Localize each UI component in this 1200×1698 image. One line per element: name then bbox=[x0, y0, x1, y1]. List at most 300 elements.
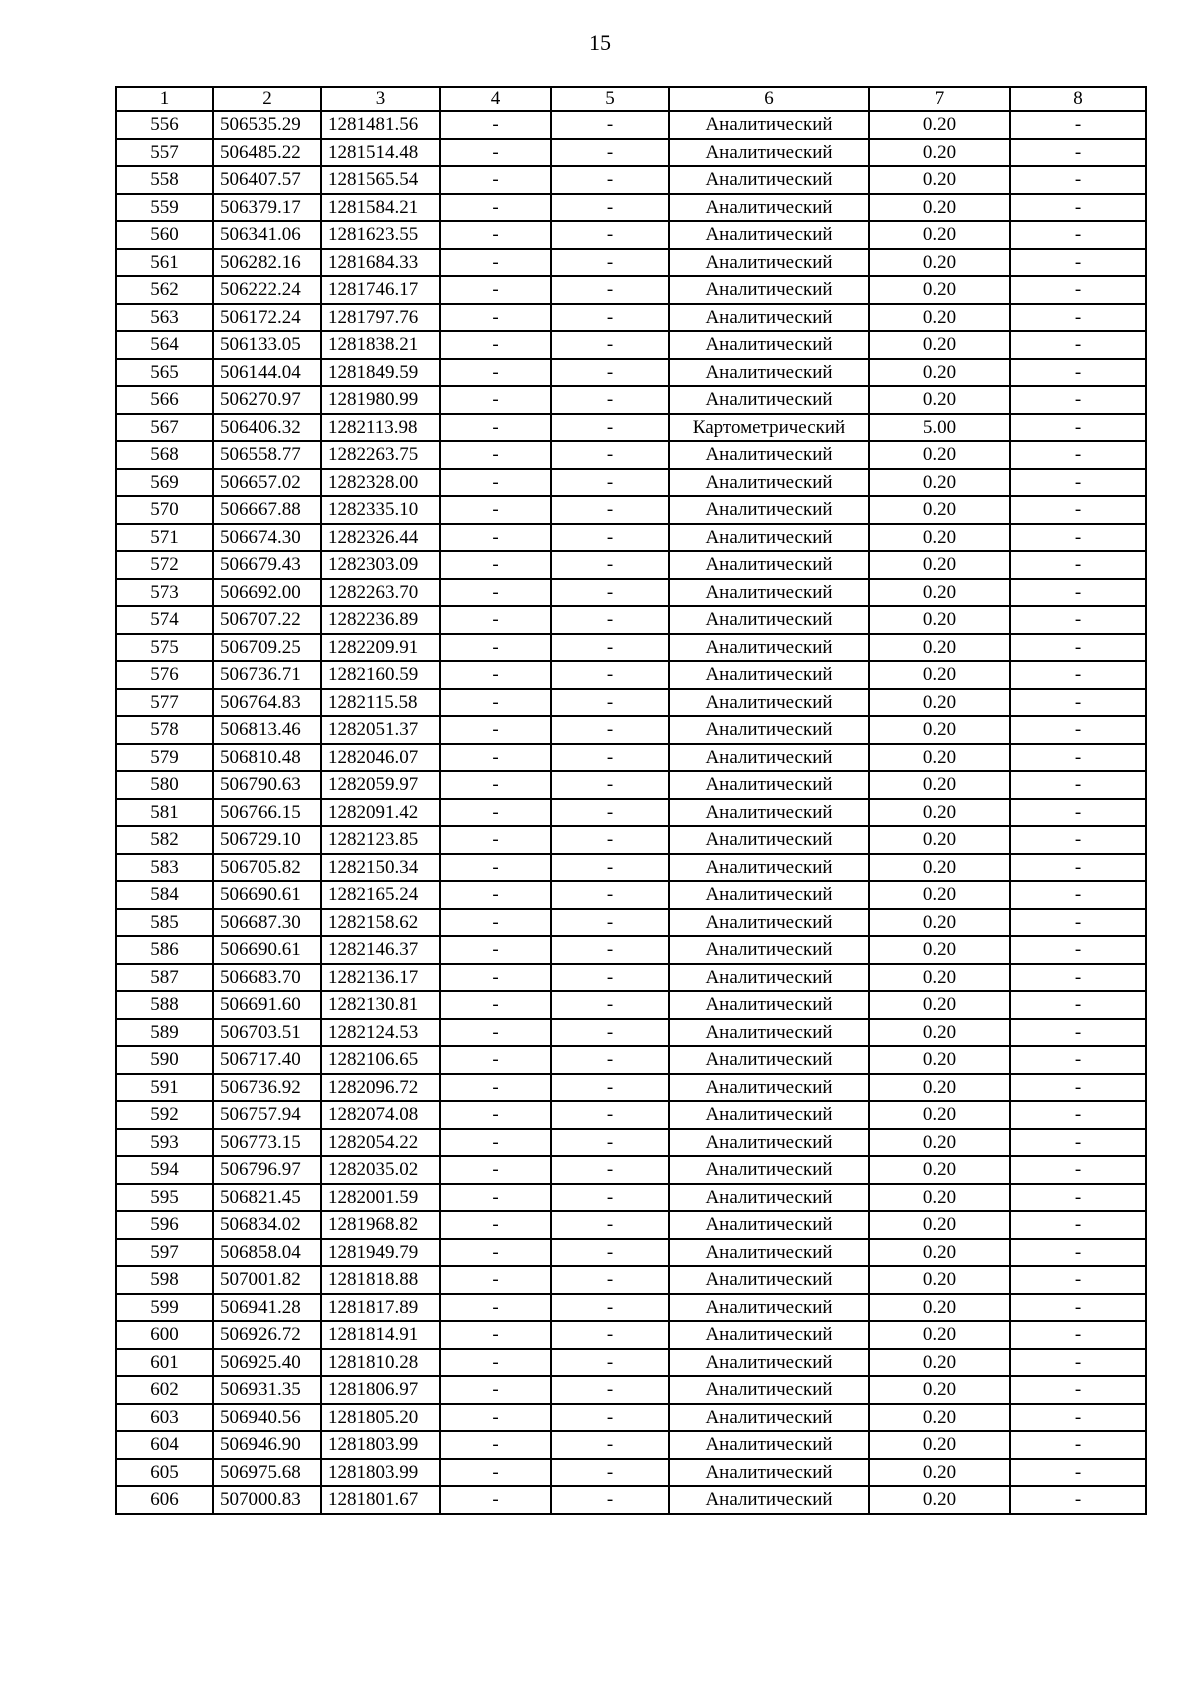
method-cell: Аналитический bbox=[669, 716, 869, 744]
y-coordinate-cell: 1281803.99 bbox=[321, 1459, 440, 1487]
x-coordinate-cell: 506707.22 bbox=[213, 606, 321, 634]
y-coordinate-cell: 1282136.17 bbox=[321, 964, 440, 992]
col8-cell: - bbox=[1010, 496, 1146, 524]
col4-cell: - bbox=[440, 166, 551, 194]
accuracy-cell: 0.20 bbox=[869, 634, 1010, 662]
method-cell: Аналитический bbox=[669, 881, 869, 909]
x-coordinate-cell: 506790.63 bbox=[213, 771, 321, 799]
col8-cell: - bbox=[1010, 909, 1146, 937]
col4-cell: - bbox=[440, 331, 551, 359]
col8-cell: - bbox=[1010, 854, 1146, 882]
accuracy-cell: 0.20 bbox=[869, 496, 1010, 524]
col8-cell: - bbox=[1010, 1376, 1146, 1404]
col4-cell: - bbox=[440, 579, 551, 607]
col4-cell: - bbox=[440, 1211, 551, 1239]
col5-cell: - bbox=[551, 689, 669, 717]
accuracy-cell: 0.20 bbox=[869, 1431, 1010, 1459]
col8-cell: - bbox=[1010, 304, 1146, 332]
col4-cell: - bbox=[440, 249, 551, 277]
accuracy-cell: 0.20 bbox=[869, 359, 1010, 387]
col8-cell: - bbox=[1010, 111, 1146, 139]
y-coordinate-cell: 1282209.91 bbox=[321, 634, 440, 662]
table-header bbox=[116, 87, 1146, 111]
point-number-cell: 570 bbox=[116, 496, 213, 524]
method-cell: Картометрический bbox=[669, 414, 869, 442]
col5-cell: - bbox=[551, 1404, 669, 1432]
col5-cell: - bbox=[551, 1184, 669, 1212]
accuracy-cell: 0.20 bbox=[869, 139, 1010, 167]
table-row bbox=[116, 579, 1146, 607]
method-cell: Аналитический bbox=[669, 496, 869, 524]
x-coordinate-cell: 506773.15 bbox=[213, 1129, 321, 1157]
y-coordinate-cell: 1282091.42 bbox=[321, 799, 440, 827]
x-coordinate-cell: 506222.24 bbox=[213, 276, 321, 304]
point-number-cell: 595 bbox=[116, 1184, 213, 1212]
col8-cell: - bbox=[1010, 1129, 1146, 1157]
accuracy-cell: 0.20 bbox=[869, 964, 1010, 992]
point-number-cell: 596 bbox=[116, 1211, 213, 1239]
col5-cell: - bbox=[551, 1046, 669, 1074]
y-coordinate-cell: 1282263.75 bbox=[321, 441, 440, 469]
col5-cell: - bbox=[551, 991, 669, 1019]
x-coordinate-cell: 506690.61 bbox=[213, 881, 321, 909]
col5-cell: - bbox=[551, 166, 669, 194]
col4-cell: - bbox=[440, 1156, 551, 1184]
method-cell: Аналитический bbox=[669, 1431, 869, 1459]
col5-cell: - bbox=[551, 964, 669, 992]
table-row bbox=[116, 799, 1146, 827]
table-row bbox=[116, 881, 1146, 909]
y-coordinate-cell: 1281797.76 bbox=[321, 304, 440, 332]
col8-cell: - bbox=[1010, 1184, 1146, 1212]
y-coordinate-cell: 1282328.00 bbox=[321, 469, 440, 497]
x-coordinate-cell: 506810.48 bbox=[213, 744, 321, 772]
y-coordinate-cell: 1282158.62 bbox=[321, 909, 440, 937]
col8-cell: - bbox=[1010, 386, 1146, 414]
col5-cell: - bbox=[551, 909, 669, 937]
method-cell: Аналитический bbox=[669, 1404, 869, 1432]
table-row bbox=[116, 276, 1146, 304]
point-number-cell: 588 bbox=[116, 991, 213, 1019]
point-number-cell: 592 bbox=[116, 1101, 213, 1129]
x-coordinate-cell: 506687.30 bbox=[213, 909, 321, 937]
x-coordinate-cell: 506766.15 bbox=[213, 799, 321, 827]
accuracy-cell: 0.20 bbox=[869, 331, 1010, 359]
accuracy-cell: 0.20 bbox=[869, 194, 1010, 222]
col8-cell: - bbox=[1010, 1019, 1146, 1047]
table-row bbox=[116, 441, 1146, 469]
method-cell: Аналитический bbox=[669, 1019, 869, 1047]
accuracy-cell: 0.20 bbox=[869, 661, 1010, 689]
col5-cell: - bbox=[551, 414, 669, 442]
col5-cell: - bbox=[551, 1486, 669, 1514]
method-cell: Аналитический bbox=[669, 1294, 869, 1322]
col5-cell: - bbox=[551, 1239, 669, 1267]
accuracy-cell: 0.20 bbox=[869, 1211, 1010, 1239]
x-coordinate-cell: 506282.16 bbox=[213, 249, 321, 277]
col4-cell: - bbox=[440, 964, 551, 992]
col5-cell: - bbox=[551, 716, 669, 744]
col4-cell: - bbox=[440, 1184, 551, 1212]
col8-cell: - bbox=[1010, 1349, 1146, 1377]
table-row bbox=[116, 991, 1146, 1019]
col5-cell: - bbox=[551, 881, 669, 909]
accuracy-cell: 0.20 bbox=[869, 166, 1010, 194]
col8-cell: - bbox=[1010, 1211, 1146, 1239]
method-cell: Аналитический bbox=[669, 634, 869, 662]
col4-cell: - bbox=[440, 551, 551, 579]
y-coordinate-cell: 1281565.54 bbox=[321, 166, 440, 194]
x-coordinate-cell: 506736.92 bbox=[213, 1074, 321, 1102]
x-coordinate-cell: 506692.00 bbox=[213, 579, 321, 607]
x-coordinate-cell: 506709.25 bbox=[213, 634, 321, 662]
x-coordinate-cell: 506341.06 bbox=[213, 221, 321, 249]
accuracy-cell: 0.20 bbox=[869, 1239, 1010, 1267]
x-coordinate-cell: 506946.90 bbox=[213, 1431, 321, 1459]
col4-cell: - bbox=[440, 1321, 551, 1349]
table-row bbox=[116, 606, 1146, 634]
col5-cell: - bbox=[551, 304, 669, 332]
col4-cell: - bbox=[440, 634, 551, 662]
col5-cell: - bbox=[551, 936, 669, 964]
col8-cell: - bbox=[1010, 799, 1146, 827]
y-coordinate-cell: 1281514.48 bbox=[321, 139, 440, 167]
method-cell: Аналитический bbox=[669, 606, 869, 634]
header-row bbox=[116, 87, 1146, 111]
y-coordinate-cell: 1282146.37 bbox=[321, 936, 440, 964]
x-coordinate-cell: 506813.46 bbox=[213, 716, 321, 744]
accuracy-cell: 0.20 bbox=[869, 1266, 1010, 1294]
accuracy-cell: 0.20 bbox=[869, 744, 1010, 772]
table-row bbox=[116, 1046, 1146, 1074]
x-coordinate-cell: 506683.70 bbox=[213, 964, 321, 992]
y-coordinate-cell: 1282123.85 bbox=[321, 826, 440, 854]
accuracy-cell: 0.20 bbox=[869, 826, 1010, 854]
x-coordinate-cell: 506407.57 bbox=[213, 166, 321, 194]
point-number-cell: 564 bbox=[116, 331, 213, 359]
point-number-cell: 573 bbox=[116, 579, 213, 607]
table-row bbox=[116, 964, 1146, 992]
col5-cell: - bbox=[551, 1376, 669, 1404]
accuracy-cell: 0.20 bbox=[869, 936, 1010, 964]
method-cell: Аналитический bbox=[669, 1486, 869, 1514]
col5-cell: - bbox=[551, 139, 669, 167]
x-coordinate-cell: 506679.43 bbox=[213, 551, 321, 579]
table-row bbox=[116, 1266, 1146, 1294]
method-cell: Аналитический bbox=[669, 551, 869, 579]
x-coordinate-cell: 506172.24 bbox=[213, 304, 321, 332]
point-number-cell: 560 bbox=[116, 221, 213, 249]
col8-cell: - bbox=[1010, 1294, 1146, 1322]
x-coordinate-cell: 506736.71 bbox=[213, 661, 321, 689]
table-row bbox=[116, 221, 1146, 249]
col4-cell: - bbox=[440, 1046, 551, 1074]
y-coordinate-cell: 1281980.99 bbox=[321, 386, 440, 414]
y-coordinate-cell: 1281805.20 bbox=[321, 1404, 440, 1432]
col8-cell: - bbox=[1010, 441, 1146, 469]
method-cell: Аналитический bbox=[669, 139, 869, 167]
col5-cell: - bbox=[551, 854, 669, 882]
point-number-cell: 605 bbox=[116, 1459, 213, 1487]
y-coordinate-cell: 1281746.17 bbox=[321, 276, 440, 304]
col4-cell: - bbox=[440, 689, 551, 717]
col8-cell: - bbox=[1010, 249, 1146, 277]
col4-cell: - bbox=[440, 854, 551, 882]
header-cell-4: 4 bbox=[440, 87, 551, 111]
col8-cell: - bbox=[1010, 579, 1146, 607]
accuracy-cell: 0.20 bbox=[869, 881, 1010, 909]
col5-cell: - bbox=[551, 1019, 669, 1047]
x-coordinate-cell: 506717.40 bbox=[213, 1046, 321, 1074]
accuracy-cell: 5.00 bbox=[869, 414, 1010, 442]
col4-cell: - bbox=[440, 304, 551, 332]
table-row bbox=[116, 1101, 1146, 1129]
table-row bbox=[116, 634, 1146, 662]
accuracy-cell: 0.20 bbox=[869, 551, 1010, 579]
col5-cell: - bbox=[551, 1156, 669, 1184]
col4-cell: - bbox=[440, 359, 551, 387]
col5-cell: - bbox=[551, 496, 669, 524]
col5-cell: - bbox=[551, 1294, 669, 1322]
point-number-cell: 568 bbox=[116, 441, 213, 469]
col4-cell: - bbox=[440, 1074, 551, 1102]
accuracy-cell: 0.20 bbox=[869, 1101, 1010, 1129]
method-cell: Аналитический bbox=[669, 1321, 869, 1349]
x-coordinate-cell: 506729.10 bbox=[213, 826, 321, 854]
table-row bbox=[116, 936, 1146, 964]
table-row bbox=[116, 1129, 1146, 1157]
col5-cell: - bbox=[551, 331, 669, 359]
col4-cell: - bbox=[440, 881, 551, 909]
accuracy-cell: 0.20 bbox=[869, 1294, 1010, 1322]
point-number-cell: 606 bbox=[116, 1486, 213, 1514]
header-cell-8: 8 bbox=[1010, 87, 1146, 111]
table-row bbox=[116, 111, 1146, 139]
y-coordinate-cell: 1282074.08 bbox=[321, 1101, 440, 1129]
point-number-cell: 604 bbox=[116, 1431, 213, 1459]
col8-cell: - bbox=[1010, 826, 1146, 854]
table-row bbox=[116, 854, 1146, 882]
accuracy-cell: 0.20 bbox=[869, 524, 1010, 552]
y-coordinate-cell: 1282160.59 bbox=[321, 661, 440, 689]
col8-cell: - bbox=[1010, 716, 1146, 744]
col5-cell: - bbox=[551, 1101, 669, 1129]
y-coordinate-cell: 1281817.89 bbox=[321, 1294, 440, 1322]
x-coordinate-cell: 507000.83 bbox=[213, 1486, 321, 1514]
point-number-cell: 601 bbox=[116, 1349, 213, 1377]
point-number-cell: 585 bbox=[116, 909, 213, 937]
point-number-cell: 593 bbox=[116, 1129, 213, 1157]
y-coordinate-cell: 1282115.58 bbox=[321, 689, 440, 717]
col5-cell: - bbox=[551, 1459, 669, 1487]
method-cell: Аналитический bbox=[669, 1239, 869, 1267]
col8-cell: - bbox=[1010, 936, 1146, 964]
point-number-cell: 566 bbox=[116, 386, 213, 414]
x-coordinate-cell: 506858.04 bbox=[213, 1239, 321, 1267]
table-row bbox=[116, 716, 1146, 744]
x-coordinate-cell: 506674.30 bbox=[213, 524, 321, 552]
col5-cell: - bbox=[551, 1266, 669, 1294]
point-number-cell: 590 bbox=[116, 1046, 213, 1074]
header-cell-5: 5 bbox=[551, 87, 669, 111]
col4-cell: - bbox=[440, 386, 551, 414]
method-cell: Аналитический bbox=[669, 964, 869, 992]
accuracy-cell: 0.20 bbox=[869, 799, 1010, 827]
x-coordinate-cell: 506379.17 bbox=[213, 194, 321, 222]
col8-cell: - bbox=[1010, 1431, 1146, 1459]
accuracy-cell: 0.20 bbox=[869, 111, 1010, 139]
x-coordinate-cell: 506941.28 bbox=[213, 1294, 321, 1322]
accuracy-cell: 0.20 bbox=[869, 276, 1010, 304]
y-coordinate-cell: 1282236.89 bbox=[321, 606, 440, 634]
table-row bbox=[116, 551, 1146, 579]
method-cell: Аналитический bbox=[669, 771, 869, 799]
col5-cell: - bbox=[551, 771, 669, 799]
accuracy-cell: 0.20 bbox=[869, 716, 1010, 744]
table-row bbox=[116, 689, 1146, 717]
accuracy-cell: 0.20 bbox=[869, 1321, 1010, 1349]
table-row bbox=[116, 1019, 1146, 1047]
method-cell: Аналитический bbox=[669, 1459, 869, 1487]
method-cell: Аналитический bbox=[669, 689, 869, 717]
col4-cell: - bbox=[440, 496, 551, 524]
col4-cell: - bbox=[440, 909, 551, 937]
method-cell: Аналитический bbox=[669, 1101, 869, 1129]
table-row bbox=[116, 304, 1146, 332]
header-cell-2: 2 bbox=[213, 87, 321, 111]
accuracy-cell: 0.20 bbox=[869, 854, 1010, 882]
col4-cell: - bbox=[440, 991, 551, 1019]
point-number-cell: 599 bbox=[116, 1294, 213, 1322]
method-cell: Аналитический bbox=[669, 1349, 869, 1377]
accuracy-cell: 0.20 bbox=[869, 469, 1010, 497]
accuracy-cell: 0.20 bbox=[869, 1046, 1010, 1074]
col8-cell: - bbox=[1010, 469, 1146, 497]
x-coordinate-cell: 506535.29 bbox=[213, 111, 321, 139]
method-cell: Аналитический bbox=[669, 249, 869, 277]
col8-cell: - bbox=[1010, 991, 1146, 1019]
x-coordinate-cell: 506931.35 bbox=[213, 1376, 321, 1404]
x-coordinate-cell: 506691.60 bbox=[213, 991, 321, 1019]
point-number-cell: 559 bbox=[116, 194, 213, 222]
point-number-cell: 600 bbox=[116, 1321, 213, 1349]
table-row bbox=[116, 909, 1146, 937]
method-cell: Аналитический bbox=[669, 304, 869, 332]
col8-cell: - bbox=[1010, 744, 1146, 772]
y-coordinate-cell: 1282035.02 bbox=[321, 1156, 440, 1184]
accuracy-cell: 0.20 bbox=[869, 771, 1010, 799]
y-coordinate-cell: 1282130.81 bbox=[321, 991, 440, 1019]
y-coordinate-cell: 1281584.21 bbox=[321, 194, 440, 222]
col8-cell: - bbox=[1010, 139, 1146, 167]
table-row bbox=[116, 1074, 1146, 1102]
col8-cell: - bbox=[1010, 1101, 1146, 1129]
x-coordinate-cell: 506834.02 bbox=[213, 1211, 321, 1239]
col4-cell: - bbox=[440, 194, 551, 222]
accuracy-cell: 0.20 bbox=[869, 1486, 1010, 1514]
x-coordinate-cell: 506703.51 bbox=[213, 1019, 321, 1047]
table-body bbox=[116, 111, 1146, 1514]
x-coordinate-cell: 506558.77 bbox=[213, 441, 321, 469]
point-number-cell: 575 bbox=[116, 634, 213, 662]
x-coordinate-cell: 507001.82 bbox=[213, 1266, 321, 1294]
method-cell: Аналитический bbox=[669, 936, 869, 964]
y-coordinate-cell: 1282046.07 bbox=[321, 744, 440, 772]
col4-cell: - bbox=[440, 1294, 551, 1322]
point-number-cell: 603 bbox=[116, 1404, 213, 1432]
y-coordinate-cell: 1282113.98 bbox=[321, 414, 440, 442]
y-coordinate-cell: 1281949.79 bbox=[321, 1239, 440, 1267]
point-number-cell: 581 bbox=[116, 799, 213, 827]
x-coordinate-cell: 506144.04 bbox=[213, 359, 321, 387]
col5-cell: - bbox=[551, 1129, 669, 1157]
point-number-cell: 562 bbox=[116, 276, 213, 304]
col5-cell: - bbox=[551, 634, 669, 662]
col5-cell: - bbox=[551, 111, 669, 139]
point-number-cell: 577 bbox=[116, 689, 213, 717]
col5-cell: - bbox=[551, 1321, 669, 1349]
accuracy-cell: 0.20 bbox=[869, 221, 1010, 249]
accuracy-cell: 0.20 bbox=[869, 1404, 1010, 1432]
table-row bbox=[116, 1184, 1146, 1212]
accuracy-cell: 0.20 bbox=[869, 1019, 1010, 1047]
col5-cell: - bbox=[551, 221, 669, 249]
col8-cell: - bbox=[1010, 166, 1146, 194]
col5-cell: - bbox=[551, 1074, 669, 1102]
y-coordinate-cell: 1281810.28 bbox=[321, 1349, 440, 1377]
col5-cell: - bbox=[551, 799, 669, 827]
col5-cell: - bbox=[551, 276, 669, 304]
table-row bbox=[116, 331, 1146, 359]
col8-cell: - bbox=[1010, 634, 1146, 662]
x-coordinate-cell: 506975.68 bbox=[213, 1459, 321, 1487]
col8-cell: - bbox=[1010, 771, 1146, 799]
method-cell: Аналитический bbox=[669, 799, 869, 827]
y-coordinate-cell: 1282263.70 bbox=[321, 579, 440, 607]
y-coordinate-cell: 1282096.72 bbox=[321, 1074, 440, 1102]
accuracy-cell: 0.20 bbox=[869, 991, 1010, 1019]
col5-cell: - bbox=[551, 744, 669, 772]
y-coordinate-cell: 1281849.59 bbox=[321, 359, 440, 387]
method-cell: Аналитический bbox=[669, 331, 869, 359]
col5-cell: - bbox=[551, 194, 669, 222]
point-number-cell: 557 bbox=[116, 139, 213, 167]
x-coordinate-cell: 506657.02 bbox=[213, 469, 321, 497]
header-cell-7: 7 bbox=[869, 87, 1010, 111]
accuracy-cell: 0.20 bbox=[869, 689, 1010, 717]
col8-cell: - bbox=[1010, 1404, 1146, 1432]
col4-cell: - bbox=[440, 276, 551, 304]
col8-cell: - bbox=[1010, 1266, 1146, 1294]
table-row bbox=[116, 1211, 1146, 1239]
accuracy-cell: 0.20 bbox=[869, 1184, 1010, 1212]
coordinates-table bbox=[115, 86, 1147, 1515]
accuracy-cell: 0.20 bbox=[869, 1349, 1010, 1377]
col4-cell: - bbox=[440, 1266, 551, 1294]
table-row bbox=[116, 469, 1146, 497]
x-coordinate-cell: 506690.61 bbox=[213, 936, 321, 964]
method-cell: Аналитический bbox=[669, 1074, 869, 1102]
table-row bbox=[116, 414, 1146, 442]
accuracy-cell: 0.20 bbox=[869, 579, 1010, 607]
point-number-cell: 598 bbox=[116, 1266, 213, 1294]
accuracy-cell: 0.20 bbox=[869, 1129, 1010, 1157]
point-number-cell: 569 bbox=[116, 469, 213, 497]
col4-cell: - bbox=[440, 606, 551, 634]
table-row bbox=[116, 1459, 1146, 1487]
y-coordinate-cell: 1282165.24 bbox=[321, 881, 440, 909]
col8-cell: - bbox=[1010, 1156, 1146, 1184]
